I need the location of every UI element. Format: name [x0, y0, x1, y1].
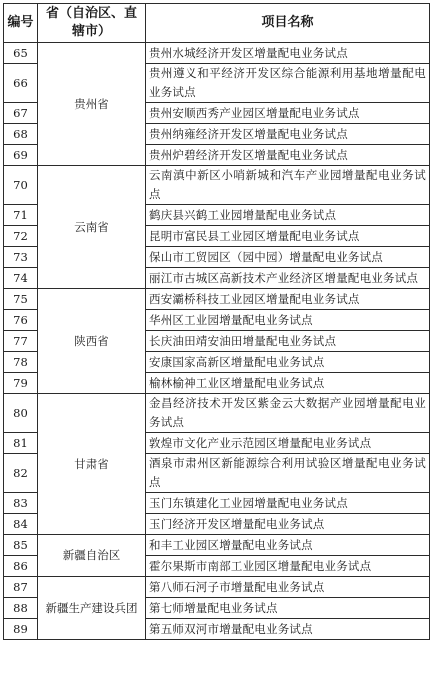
row-number: 75: [4, 289, 38, 310]
project-name: 贵州纳雍经济开发区增量配电业务试点: [146, 124, 430, 145]
project-name: 华州区工业园增量配电业务试点: [146, 310, 430, 331]
project-name: 第七师增量配电业务试点: [146, 598, 430, 619]
row-number: 70: [4, 166, 38, 205]
project-name: 敦煌市文化产业示范园区增量配电业务试点: [146, 433, 430, 454]
row-number: 72: [4, 226, 38, 247]
project-name: 贵州安顺西秀产业园区增量配电业务试点: [146, 103, 430, 124]
row-number: 71: [4, 205, 38, 226]
row-number: 65: [4, 43, 38, 64]
project-name: 云南滇中新区小哨新城和汽车产业园增量配电业务试点: [146, 166, 430, 205]
row-number: 67: [4, 103, 38, 124]
row-number: 79: [4, 373, 38, 394]
project-name: 长庆油田靖安油田增量配电业务试点: [146, 331, 430, 352]
project-name: 玉门东镇建化工业园增量配电业务试点: [146, 493, 430, 514]
table-row: [4, 394, 430, 433]
row-number: 78: [4, 352, 38, 373]
pilot-projects-table: [3, 3, 430, 640]
row-number: 69: [4, 145, 38, 166]
project-name: 鹤庆县兴鹤工业园增量配电业务试点: [146, 205, 430, 226]
row-number: 88: [4, 598, 38, 619]
project-name: 和丰工业园区增量配电业务试点: [146, 535, 430, 556]
table-row: [4, 577, 430, 598]
row-number: 83: [4, 493, 38, 514]
province-cell: 甘肃省: [38, 394, 146, 535]
project-name: 玉门经济开发区增量配电业务试点: [146, 514, 430, 535]
row-number: 85: [4, 535, 38, 556]
project-name: 第八师石河子市增量配电业务试点: [146, 577, 430, 598]
row-number: 80: [4, 394, 38, 433]
table-row: [4, 43, 430, 64]
row-number: 82: [4, 454, 38, 493]
header-province: 省（自治区、直辖市）: [38, 4, 146, 43]
province-cell: 新疆自治区: [38, 535, 146, 577]
row-number: 74: [4, 268, 38, 289]
table-header-row: [4, 4, 430, 43]
project-name: 贵州炉碧经济开发区增量配电业务试点: [146, 145, 430, 166]
project-name: 第五师双河市增量配电业务试点: [146, 619, 430, 640]
header-num: 编号: [4, 4, 38, 43]
project-name: 安康国家高新区增量配电业务试点: [146, 352, 430, 373]
row-number: 87: [4, 577, 38, 598]
row-number: 86: [4, 556, 38, 577]
province-cell: 云南省: [38, 166, 146, 289]
project-name: 保山市工贸园区（园中园）增量配电业务试点: [146, 247, 430, 268]
row-number: 66: [4, 64, 38, 103]
project-name: 丽江市古城区高新技术产业经济区增量配电业务试点: [146, 268, 430, 289]
province-cell: 新疆生产建设兵团: [38, 577, 146, 640]
project-name: 贵州水城经济开发区增量配电业务试点: [146, 43, 430, 64]
province-cell: 陕西省: [38, 289, 146, 394]
row-number: 76: [4, 310, 38, 331]
table-row: [4, 535, 430, 556]
table-row: [4, 166, 430, 205]
table-row: [4, 289, 430, 310]
header-project: 项目名称: [146, 4, 430, 43]
project-name: 昆明市富民县工业园区增量配电业务试点: [146, 226, 430, 247]
row-number: 73: [4, 247, 38, 268]
project-name: 霍尔果斯市南部工业园区增量配电业务试点: [146, 556, 430, 577]
province-cell: 贵州省: [38, 43, 146, 166]
row-number: 77: [4, 331, 38, 352]
project-name: 金昌经济技术开发区紫金云大数据产业园增量配电业务试点: [146, 394, 430, 433]
table-body: [4, 43, 430, 640]
project-name: 酒泉市肃州区新能源综合利用试验区增量配电业务试点: [146, 454, 430, 493]
row-number: 81: [4, 433, 38, 454]
row-number: 68: [4, 124, 38, 145]
project-name: 贵州遵义和平经济开发区综合能源利用基地增量配电业务试点: [146, 64, 430, 103]
row-number: 89: [4, 619, 38, 640]
project-name: 西安灞桥科技工业园区增量配电业务试点: [146, 289, 430, 310]
row-number: 84: [4, 514, 38, 535]
project-name: 榆林榆神工业区增量配电业务试点: [146, 373, 430, 394]
